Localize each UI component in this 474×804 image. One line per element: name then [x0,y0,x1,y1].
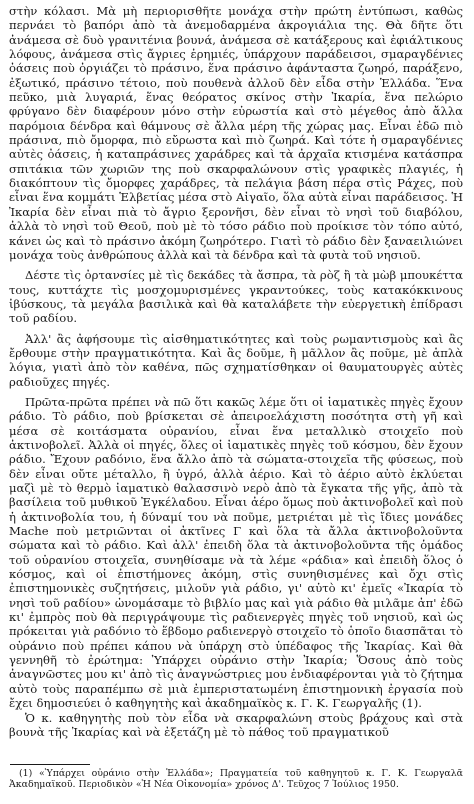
body-text [9,4,463,739]
paragraph-4: Πρῶτα-πρῶτα πρέπει νὰ πῶ ὅτι κακῶς λέμε ὅτι οἱ ἰαματικὲς πηγὲς ἔχουν ράδιο. Τὸ ράδιο, ποὺ βρίσκεται σὲ ἀπειροελάχιστη ποσότητα στὴ γῆ καὶ μέσα σὲ κοιτάσματα οὐρανίου, εἶναι ἕνα μεταλλικὸ στοιχεῖο ποὺ ἀκτινοβολεῖ. Ἀλλὰ οἱ πηγές, ὅλες οἱ ἰαματικὲς πηγὲς τοῦ κόσμου, δὲν ἔχουν ράδιο. Ἔχουν ραδόνιο, ἕνα ἄλλο ἀπὸ τὰ σώματα-στοιχεῖα τῆς φύσεως, ποὺ δὲν εἶναι οὔτε μέταλλο, ἢ ὑγρό, ἀλλὰ ἀέριο. Καὶ τὸ ἀέριο αὐτὸ ἐκλύεται μαζὶ μὲ τὸ θερμὸ ἰαματικὸ θαλασσινὸ νερὸ ἀπὸ τὰ ἔγκατα τῆς γῆς, ἀπὸ τὰ βασίλεια τοῦ μυθικοῦ Ἐγκέλαδου. Εἶναι ἀέρο ὅμως ποὺ ἀκτινοβολεῖ καὶ ποὺ ἡ ἀκτινοβολία του, ἡ δύναμί του νὰ ποῦμε, μετριέται μὲ τὶς ἴδιες μονάδες Mache ποὺ μετριῶνται οἱ ἀκτῖνες Γ καὶ ὅλα τὰ ἄλλα ἀκτινοβολοῦντα σώματα καὶ τὸ ράδιο. Καὶ ἀλλ' ἐπειδὴ ὅλα τὰ ἀκτινοβολοῦντα τῆς ὁμάδος τοῦ οὐρανίου στοιχεῖα, συνηθίσαμε νὰ τὰ λέμε «ράδια» καὶ ἐπειδὴ ὅλος ὁ κόσμος, καὶ οἱ ἐπιστήμονες ἀκόμη, στὶς συνηθισμένες καὶ ὄχι στὶς ἐπιστημονικὲς συζητήσεις, μιλοῦν γιὰ ράδιο, γι' αὐτὸ κι' ἐμεῖς «Ἰκαρία τὸ νησὶ τοῦ ραδίου» ὠνομάσαμε τὸ βιβλίο μας καὶ γιὰ ράδιο θὰ μιλᾶμε ἀπ' ἐδῶ κι' ἐμπρὸς ποὺ θὰ περιγράψουμε τὶς ραδιενεργὲς πηγὲς τοῦ νησιοῦ, καὶ ὡς πρόκειται γιὰ ραδόνιο τὸ ἕβδομο ραδιενεργὸ στοιχεῖο τὸ ὁποῖο διασπᾶται τὸ οὐράνιο ποὺ πρέπει κάπου νὰ ὑπάρχη στὸ ὑπέδαφος τῆς Ἰκαρίας. Καὶ θὰ γεννηθῆ τὸ ἐρώτημα: Ὑπάρχει οὐράνιο στὴν Ἰκαρία; Ὅσους ἀπὸ τοὺς ἀναγνῶστες μου κι' ἀπὸ τὶς ἀναγνώστριες μου ἐνδιαφέρονται γιὰ τὸ ζήτημα αὐτὸ τοὺς παραπέμπω σὲ μιὰ ἐμπεριστατωμένη ἐπιστημονικὴ ἐργασία ποὺ ἔχει δημοσιεύει ὁ καθηγητὴς καὶ ἀκαδημαϊκὸς κ. Γ. Κ. Γεωργαλῆς (1). [9,394,463,711]
paragraph-3: Ἀλλ' ἂς ἀφήσουμε τὶς αἰσθηματικότητες καὶ τοὺς ρωμαντισμοὺς καὶ ἂς ἔρθουμε στὴν πραγματικότητα. Καὶ ἂς δοῦμε, ἢ μᾶλλον ἂς ποῦμε, μὲ ἁπλὰ λόγια, γιατὶ ἀπὸ τὸν καθένα, πῶς σχηματίσθηκαν οἱ θαυματουργὲς αὐτὲς ραδιοῦχες πηγές. [9,331,463,389]
paragraph-5: Ὁ κ. καθηγητὴς ποὺ τὸν εἶδα νὰ σκαρφαλώνη στοὺς βράχους καὶ στὰ βουνὰ τῆς Ἰκαρίας καὶ νὰ ἐξετάζη μὲ τὸ πάθος τοῦ πραγματικοῦ [9,710,463,739]
paragraph-1: στὴν κόλασι. Μὰ μὴ περιορισθῆτε μονάχα στὴν πρώτη ἐντύπωσι, καθὼς περνάει τὸ βαπόρι ἀπὸ τὰ ἀνεμοδαρμένα ἀκρογιάλια της. Θὰ δῆτε ὅτι ἀνάμεσα σὲ δυὸ γρανιτένια βουνά, ἀνάμεσα σὲ κατάξερους καὶ ἐφιάλτικους λόφους, ἀνάμεσα στὶς ἄγριες ἐρημιές, ὑπάρχουν παράδεισοι, σμαραγδένιες ὀάσεις ποὺ ὀργιάζει τὸ πράσινο, ἕνα πράσινο ἀφάνταστα ζωηρό, παράξενο, ἐξωτικό, πράσινο τέτοιο, ποὺ πουθενὰ ἀλλοῦ δὲν εἶδα στὴν Ἑλλάδα. Ἕνα πεῦκο, μιὰ λυγαριά, ἕνας θεόρατος σκίνος στὴν Ἰκαρία, ἕνα πελώριο φρύγανο δὲν διαφέρουν μόνο στὴν εὐρωστία καὶ στὸ μέγεθος ἀπὸ ἄλλα παρόμοια δένδρα καὶ θάμνους σὲ ἄλλα μέρη τῆς χώρας μας. Εἶναι ἐδῶ πιὸ πράσινα, πιὸ ὄμορφα, πιὸ εὔρωστα καὶ πιὸ ζωηρά. Καὶ τότε ἡ σμαραγδένιες αὐτὲς ὀάσεις, ἡ καταπράσινες χαράδρες καὶ τὰ ἀρχαῖα κτισμένα κατάσπρα σπιτάκια τῶν χωριῶν της ποὺ σκαρφαλώνουν στὶς γραφικὲς πλαγιές, ἡ διακόπτουν τὶς ὄμορφες χαράδρες, τὰ πελάγια βάση πέρα στὶς Ράχες, ποὺ εἶναι ἕνα κομμάτι Ἑλβετίας μέσα στὸ Αἰγαῖο, ὅλα αὐτὰ εἶναι παράδεισος. Ἡ Ἰκαρία δὲν εἶναι πιὰ τὸ ἄγριο ξερονῆσι, δὲν εἶναι τὸ νησὶ τοῦ διαβόλου, ἀλλὰ τὸ νησὶ τοῦ Θεοῦ, ποὺ μὲ τὸ τόσο ράδιο ποὺ προίκισε τὸν τόπο αὐτό, κάνει ὡς καὶ τὸ πράσινο ἀκόμη ζωηρότερο. Γιατὶ τὸ ράδιο δὲν ξαναειλιώνει μονάχα τοὺς ἀνθρώπους ἀλλὰ καὶ τὰ δένδρα καὶ τὰ φυτὰ τοῦ νησιοῦ. [9,4,463,262]
footnote-separator [10,764,90,765]
footnote: (1) «Ὑπάρχει οὐράνιο στὴν Ἑλλάδα»; Πραγματεία τοῦ καθηγητοῦ κ. Γ. Κ. Γεωργαλᾶ Ἀκαδημαϊκοῦ. Περιοδικὸν «Ἡ Νέα Οἰκονομία» χρόνος Δ'. Τεῦχος 7 Ἰούλιος 1950. [9,768,463,791]
paragraph-2: Δέστε τὶς ὀρτανσίες μὲ τὶς δεκάδες τὰ ἄσπρα, τὰ ρὸζ ἢ τὰ μὼβ μπουκέττα τους, κυττάχτε τὶς μοσχομυρισμένες γκραντούκες, τοὺς κατακόκκινους ἰβύσκους, τὰ μεγάλα βασιλικὰ καὶ θὰ καταλάβετε τὴν εὐεργετικὴ ἐπίδρασι τοῦ ραδίου. [9,268,463,326]
